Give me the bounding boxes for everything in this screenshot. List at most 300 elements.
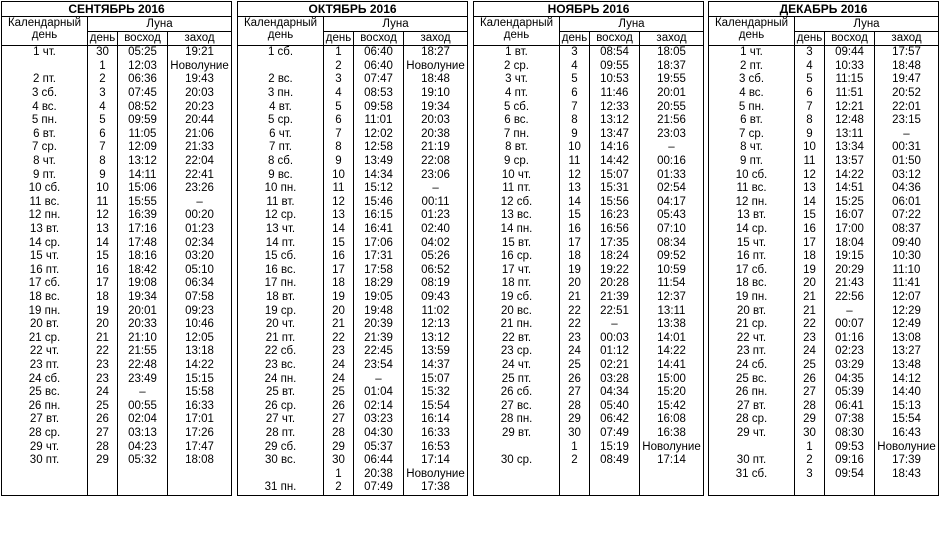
moonset-cell: 10:30 [875,250,939,264]
moon-day-cell: 15 [324,236,354,250]
moon-day-cell: 5 [324,100,354,114]
calendar-day-cell: 27 вт. [709,399,795,413]
table-row [474,399,704,413]
moon-day-cell: 19 [560,264,590,278]
moonset-cell: – [168,196,232,210]
table-row [474,73,704,87]
table-row [2,427,232,441]
table-row [2,250,232,264]
table-row [709,128,939,142]
table-row [238,46,468,60]
calendar-day-cell: 28 ср. [2,427,88,441]
calendar-day-cell: 6 чт. [238,128,324,142]
calendar-day-cell: 27 чт. [238,413,324,427]
moon-day-cell: 17 [324,264,354,278]
moon-day-cell: 17 [88,277,118,291]
table-row [474,331,704,345]
calendar-day-cell: 7 ср. [709,128,795,142]
moon-day-cell: 21 [795,304,825,318]
moon-day-cell: 22 [795,318,825,332]
moon-day-cell: 8 [560,114,590,128]
table-row [2,454,232,468]
calendar-day-cell: 10 чт. [474,168,560,182]
moon-day-cell: 19 [795,264,825,278]
moonset-cell: 00:20 [168,209,232,223]
moonset-cell [640,467,704,481]
table-row [238,168,468,182]
calendar-day-cell: 20 вт. [2,318,88,332]
moon-day-cell: 5 [88,114,118,128]
moonrise-cell: 11:01 [354,114,404,128]
calendar-day-cell: 29 вт. [474,427,560,441]
moonrise-cell: 17:48 [118,236,168,250]
moonrise-cell: 07:49 [354,481,404,495]
moon-day-cell: 25 [88,399,118,413]
moonrise-cell: 20:39 [354,318,404,332]
calendar-day-cell: 23 пт. [709,345,795,359]
moonrise-cell: 22:48 [118,359,168,373]
calendar-day-cell: 21 ср. [2,331,88,345]
moonrise-cell: 07:38 [825,413,875,427]
moonrise-cell: 03:29 [825,359,875,373]
moonrise-cell: 13:12 [590,114,640,128]
moonrise-cell: 16:15 [354,209,404,223]
table-row [474,427,704,441]
moonset-cell: 12:49 [875,318,939,332]
moonrise-cell: 15:19 [590,440,640,454]
moonrise-cell: 04:30 [354,427,404,441]
moonrise-cell: 15:25 [825,196,875,210]
moonrise-cell: 23:54 [354,359,404,373]
table-row [238,128,468,142]
calendar-day-cell: 13 вт. [2,223,88,237]
moonrise-cell: 17:06 [354,236,404,250]
moon-day-cell: 24 [324,372,354,386]
calendar-day-cell: 14 пт. [238,236,324,250]
calendar-day-cell: 26 пн. [2,399,88,413]
table-row [474,440,704,454]
calendar-day-header: Календарный день [238,17,324,46]
moon-header: Луна [795,17,939,32]
moonset-cell: Новолуние [875,440,939,454]
moon-day-cell: 7 [88,141,118,155]
month-title: ДЕКАБРЬ 2016 [709,2,939,17]
moonset-cell: Новолуние [640,440,704,454]
table-row [709,73,939,87]
moonrise-cell: 11:46 [590,87,640,101]
calendar-day-cell: 1 чт. [709,46,795,60]
table-row [474,155,704,169]
moonrise-cell: 12:02 [354,128,404,142]
moon-day-cell: 23 [324,345,354,359]
calendar-day-cell: 9 пт. [709,155,795,169]
calendar-day-cell: 11 вс. [2,196,88,210]
moonrise-header: восход [354,32,404,46]
moonrise-cell: 08:30 [825,427,875,441]
moon-day-cell: 21 [795,291,825,305]
calendar-day-cell: 17 сб. [709,264,795,278]
moonset-cell: 19:55 [640,73,704,87]
table-row [238,141,468,155]
moonset-cell: 16:33 [404,427,468,441]
moonset-cell: 14:41 [640,359,704,373]
calendar-day-cell: 14 ср. [2,236,88,250]
moonset-cell: 06:52 [404,264,468,278]
table-row [474,304,704,318]
moonset-cell: 14:22 [168,359,232,373]
moon-day-cell: 18 [324,277,354,291]
moonrise-cell [825,481,875,495]
moon-day-cell: 2 [324,60,354,74]
moon-day-header: день [560,32,590,46]
calendar-day-cell [709,481,795,495]
moonset-cell: 12:13 [404,318,468,332]
table-row [709,359,939,373]
moon-day-cell: 17 [560,236,590,250]
moon-day-cell: 17 [795,236,825,250]
moonset-cell: 02:40 [404,223,468,237]
calendar-day-cell: 20 чт. [238,318,324,332]
table-row [474,141,704,155]
moonset-cell: 15:58 [168,386,232,400]
moon-day-cell: 30 [560,427,590,441]
moonrise-cell: 13:47 [590,128,640,142]
moon-day-cell: 4 [88,100,118,114]
moonset-cell: 04:02 [404,236,468,250]
table-row [709,182,939,196]
moonrise-header: восход [825,32,875,46]
calendar-day-cell: 25 вт. [238,386,324,400]
moon-day-cell: 9 [795,128,825,142]
moon-day-cell: 8 [324,141,354,155]
moonset-cell: – [640,141,704,155]
moonset-cell: 20:23 [168,100,232,114]
table-row [709,386,939,400]
moonrise-cell: 00:07 [825,318,875,332]
table-row [474,386,704,400]
moonset-cell: 18:48 [875,60,939,74]
moon-day-cell: 23 [560,331,590,345]
moonset-cell: 08:19 [404,277,468,291]
moon-day-cell: 9 [560,128,590,142]
table-row [2,209,232,223]
calendar-day-cell: 26 сб. [474,386,560,400]
calendar-day-cell: 8 сб. [238,155,324,169]
calendar-day-cell: 5 ср. [238,114,324,128]
moon-day-cell: 14 [560,196,590,210]
moonrise-cell: 17:35 [590,236,640,250]
moonrise-cell: 06:44 [354,454,404,468]
moonset-cell: 19:34 [404,100,468,114]
moonrise-cell: 20:28 [590,277,640,291]
moonset-cell: 13:11 [640,304,704,318]
calendar-day-cell: 11 вс. [709,182,795,196]
moon-header: Луна [88,17,232,32]
calendar-day-cell: 10 сб. [2,182,88,196]
moon-day-cell: 10 [324,168,354,182]
moonrise-cell: 13:49 [354,155,404,169]
calendar-day-cell: 29 чт. [2,440,88,454]
calendar-day-cell: 4 вт. [238,100,324,114]
moon-day-cell: 10 [795,141,825,155]
moonrise-cell: 20:01 [118,304,168,318]
calendar-day-cell: 17 чт. [474,264,560,278]
table-row [2,331,232,345]
moonset-cell: 09:43 [404,291,468,305]
moonrise-cell: 04:34 [590,386,640,400]
calendar-day-cell: 14 пн. [474,223,560,237]
moonrise-cell: 14:51 [825,182,875,196]
moon-table [1,1,232,496]
table-row [238,386,468,400]
table-row [238,454,468,468]
calendar-day-cell: 8 чт. [2,155,88,169]
table-row [709,168,939,182]
calendar-day-cell: 8 чт. [709,141,795,155]
moon-day-cell: 11 [560,155,590,169]
moonset-cell: 20:03 [168,87,232,101]
calendar-day-cell: 4 пт. [474,87,560,101]
table-row [2,236,232,250]
moonrise-cell: 19:08 [118,277,168,291]
moon-day-cell: 25 [324,386,354,400]
moon-day-cell: 9 [324,155,354,169]
calendar-day-cell: 7 пн. [474,128,560,142]
table-row [474,223,704,237]
table-row [709,304,939,318]
calendar-day-cell: 27 вс. [474,399,560,413]
table-row [709,345,939,359]
calendar-day-cell: 30 пт. [2,454,88,468]
table-row [709,427,939,441]
table-row [238,304,468,318]
moonrise-cell: 03:23 [354,413,404,427]
moonrise-cell: 20:33 [118,318,168,332]
calendar-day-cell: 15 вт. [474,236,560,250]
moon-day-cell: 29 [560,413,590,427]
moon-day-cell: 22 [560,318,590,332]
moon-day-cell [560,481,590,495]
calendar-day-cell: 23 пт. [2,359,88,373]
calendar-day-cell: 20 вс. [474,304,560,318]
moonrise-cell: 07:45 [118,87,168,101]
moonset-cell: 21:06 [168,128,232,142]
moonset-cell: 11:54 [640,277,704,291]
moon-day-cell: 3 [88,87,118,101]
table-row [709,318,939,332]
calendar-day-cell: 9 вс. [238,168,324,182]
moon-day-cell: 24 [795,345,825,359]
moonrise-cell [118,481,168,495]
moonrise-cell: 15:12 [354,182,404,196]
moonset-cell: 12:07 [875,291,939,305]
table-row [474,168,704,182]
month-table-november [473,1,703,496]
moon-day-cell: 10 [560,141,590,155]
moonset-cell: 03:12 [875,168,939,182]
table-row [238,73,468,87]
calendar-day-cell: 31 сб. [709,467,795,481]
moon-day-cell: 12 [560,168,590,182]
table-row [474,87,704,101]
moon-day-cell [88,481,118,495]
moonrise-cell: 18:04 [825,236,875,250]
calendar-day-cell: 22 вт. [474,331,560,345]
table-row [238,60,468,74]
table-row [2,223,232,237]
moonrise-cell: 07:49 [590,427,640,441]
calendar-day-cell: 24 сб. [2,372,88,386]
moon-day-cell: 14 [324,223,354,237]
moonset-cell: 07:10 [640,223,704,237]
moonrise-cell: 12:21 [825,100,875,114]
moonset-cell: 15:42 [640,399,704,413]
moon-day-cell: 29 [324,440,354,454]
moon-day-cell: 3 [795,46,825,60]
moonrise-cell: 11:51 [825,87,875,101]
moonrise-cell: 05:39 [825,386,875,400]
table-row [474,236,704,250]
moon-day-header: день [795,32,825,46]
moon-day-cell: 1 [88,60,118,74]
moonset-cell: 13:27 [875,345,939,359]
moon-day-cell: 30 [88,46,118,60]
moonrise-cell: 01:16 [825,331,875,345]
moonset-cell: 22:04 [168,155,232,169]
moon-day-cell: 25 [560,359,590,373]
moon-day-cell: 23 [88,359,118,373]
moon-day-cell: 7 [560,100,590,114]
moonrise-cell: 09:59 [118,114,168,128]
table-row [238,277,468,291]
moonset-cell: 22:08 [404,155,468,169]
moonrise-cell: 02:21 [590,359,640,373]
calendar-day-cell: 25 вс. [2,386,88,400]
moonset-cell: 17:14 [640,454,704,468]
moonrise-cell: 12:48 [825,114,875,128]
moonrise-cell: 03:13 [118,427,168,441]
moon-day-cell: 24 [324,359,354,373]
calendar-day-cell: 29 чт. [709,427,795,441]
calendar-day-cell: 30 пт. [709,454,795,468]
table-row [474,345,704,359]
moonset-cell: 17:39 [875,454,939,468]
moon-day-cell: 2 [324,481,354,495]
table-row [2,277,232,291]
moonset-cell: – [404,182,468,196]
moonrise-cell: 16:56 [590,223,640,237]
moonset-header: заход [875,32,939,46]
moonset-cell: 16:14 [404,413,468,427]
table-row [709,155,939,169]
moon-day-cell: 6 [795,87,825,101]
moonrise-cell: 03:28 [590,372,640,386]
moon-day-cell: 3 [560,46,590,60]
moonrise-cell: 06:40 [354,60,404,74]
moonset-cell: 04:17 [640,196,704,210]
moonrise-cell: 23:49 [118,372,168,386]
moon-day-cell: 26 [88,413,118,427]
calendar-day-cell: 1 чт. [2,46,88,60]
calendar-day-cell: 2 ср. [474,60,560,74]
moon-day-cell: 28 [88,440,118,454]
calendar-day-cell: 24 сб. [709,359,795,373]
table-row [709,413,939,427]
calendar-day-cell: 12 сб. [474,196,560,210]
moonrise-cell: 08:53 [354,87,404,101]
moonrise-cell: 21:39 [590,291,640,305]
moonset-cell: 02:34 [168,236,232,250]
calendar-day-cell [474,481,560,495]
moon-day-cell: 23 [88,372,118,386]
table-row [709,250,939,264]
moonrise-cell: 10:33 [825,60,875,74]
moonset-cell: 05:43 [640,209,704,223]
moon-day-cell: 8 [795,114,825,128]
moon-day-cell: 13 [560,182,590,196]
moon-day-cell: 7 [795,100,825,114]
calendar-day-cell: 5 сб. [474,100,560,114]
table-row [2,60,232,74]
table-row [238,223,468,237]
moonrise-cell: 15:07 [590,168,640,182]
moon-day-cell: 13 [324,209,354,223]
calendar-day-cell: 18 пт. [474,277,560,291]
moonset-header: заход [640,32,704,46]
moonrise-cell: 21:55 [118,345,168,359]
month-table-september [1,1,231,496]
moonset-cell: 15:00 [640,372,704,386]
moon-day-cell: 29 [88,454,118,468]
table-row [474,372,704,386]
moonset-cell: 17:57 [875,46,939,60]
moonrise-cell: 09:54 [825,467,875,481]
moon-day-cell: 7 [324,128,354,142]
table-row [238,114,468,128]
moonset-cell: 17:01 [168,413,232,427]
calendar-day-cell: 28 пт. [238,427,324,441]
moon-day-cell: 20 [88,318,118,332]
calendar-day-cell [238,467,324,481]
table-row [709,60,939,74]
moonrise-cell: 05:40 [590,399,640,413]
moon-day-cell: 2 [560,454,590,468]
moonset-cell: 09:40 [875,236,939,250]
calendar-day-cell [2,60,88,74]
table-row [2,386,232,400]
moon-day-cell: 22 [560,304,590,318]
table-row [709,236,939,250]
moon-day-cell: 26 [324,399,354,413]
calendar-day-cell: 19 сб. [474,291,560,305]
table-row [2,359,232,373]
moon-day-cell: 28 [795,399,825,413]
moonset-cell: 04:36 [875,182,939,196]
moonrise-cell: 16:41 [354,223,404,237]
moon-day-cell: 18 [560,250,590,264]
moonrise-cell: 17:58 [354,264,404,278]
calendar-day-cell [709,440,795,454]
moon-day-cell: 11 [88,196,118,210]
calendar-day-cell: 25 пт. [474,372,560,386]
table-row [2,264,232,278]
moonrise-cell: – [825,304,875,318]
moonset-cell: 13:12 [404,331,468,345]
moonrise-cell: 06:40 [354,46,404,60]
moon-day-cell: 19 [324,291,354,305]
moon-day-cell: 11 [324,182,354,196]
table-row [709,223,939,237]
